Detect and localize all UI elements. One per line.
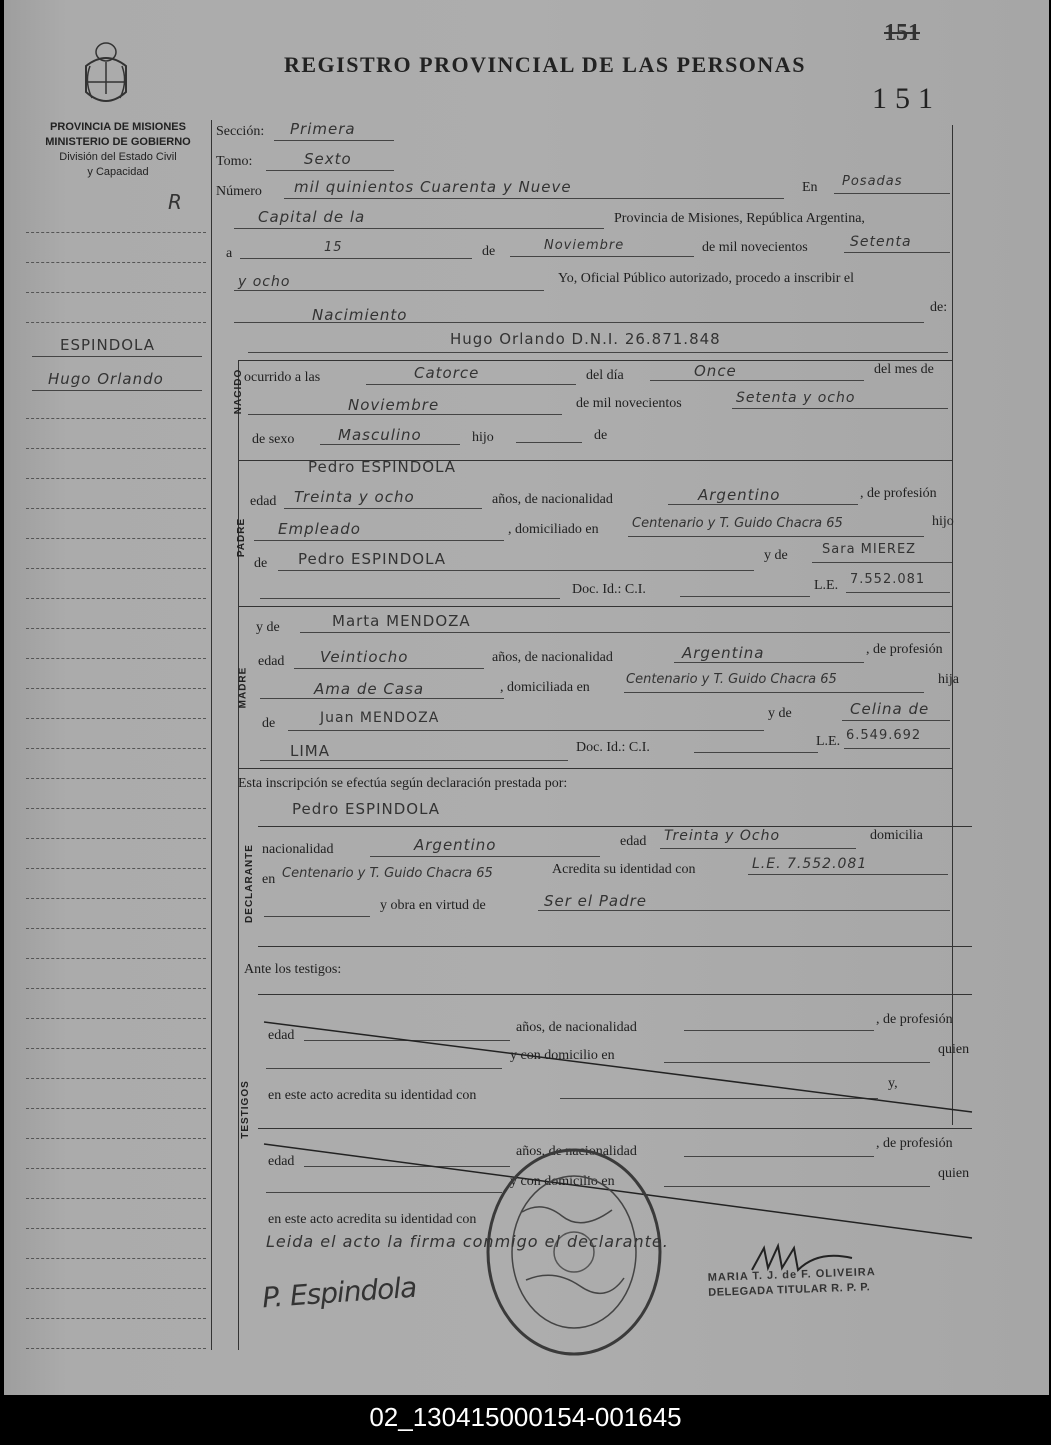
label-del-dia: del día: [586, 368, 624, 383]
label-madre-le: L.E.: [816, 734, 841, 749]
value-padre-de: Pedro ESPINDOLA: [298, 550, 447, 568]
label-t2-prof: , de profesión: [876, 1136, 953, 1151]
page-title: REGISTRO PROVINCIAL DE LAS PERSONAS: [284, 52, 806, 77]
label-del-mes: del mes de: [874, 362, 934, 377]
margin-given-names: Hugo Orlando: [48, 370, 164, 388]
value-anio-a2: y ocho: [238, 274, 291, 290]
label-ante-testigos: Ante los testigos:: [244, 962, 342, 977]
label-decl-nac: nacionalidad: [262, 842, 334, 857]
label-hijo2: hijo: [932, 514, 954, 529]
label-yo-oficial: Yo, Oficial Público autorizado, procedo a inscribir el: [558, 271, 855, 286]
value-mes-a: Noviembre: [544, 238, 625, 253]
label-madre-doc: Doc. Id.: C.I.: [576, 740, 650, 755]
value-dia: Once: [694, 362, 737, 380]
label-seccion: Sección:: [216, 124, 265, 139]
label-de-colon: de:: [930, 300, 948, 315]
label-t1-quien: quien: [938, 1042, 970, 1057]
value-seccion: Primera: [290, 120, 356, 138]
value-padre-dom: Centenario y T. Guido Chacra 65: [632, 516, 843, 531]
org-line-2: MINISTERIO DE GOBIERNO: [45, 136, 191, 148]
value-numero: mil quinientos Cuarenta y Nueve: [294, 178, 572, 196]
certificate-sheet: [4, 0, 1049, 1395]
label-padre-le: L.E.: [814, 578, 839, 593]
value-decl-edad: Treinta y Ocho: [664, 828, 781, 844]
struck-page-number: 151: [884, 20, 920, 46]
label-padre-nac: años, de nacionalidad: [492, 492, 613, 507]
value-padre-nombre: Pedro ESPINDOLA: [308, 458, 457, 476]
label-t2-edad: edad: [268, 1154, 295, 1169]
org-line-3: División del Estado Civil: [59, 151, 177, 163]
label-t1-y: y,: [888, 1076, 898, 1091]
page-number: 151: [872, 82, 941, 115]
value-padre-nac: Argentino: [698, 486, 781, 504]
value-madre-nombre: Marta MENDOZA: [332, 612, 471, 630]
label-domiciliada: , domiciliada en: [500, 680, 590, 695]
label-ocurrido: ocurrido a las: [244, 370, 321, 385]
label-t2-acredita: en este acto acredita su identidad con: [268, 1212, 477, 1227]
label-madre-prof: , de profesión: [866, 642, 943, 657]
label-domicilia: domicilia: [870, 828, 923, 843]
stamp-name: MARIA T. J. de F. OLIVEIRA: [707, 1266, 876, 1284]
value-decl-nac: Argentino: [414, 836, 497, 854]
stamp-role: DELEGADA TITULAR R. P. P.: [708, 1281, 871, 1299]
label-de-mil: de mil novecientos: [702, 240, 808, 255]
side-label-padre: PADRE: [236, 517, 248, 558]
label-decl-edad: edad: [620, 834, 647, 849]
value-hora: Catorce: [414, 364, 480, 382]
value-decl-dom: Centenario y T. Guido Chacra 65: [282, 866, 493, 881]
label-padre-y-de: y de: [764, 548, 788, 563]
value-anio-a1: Setenta: [850, 234, 912, 250]
value-lugar: Posadas: [842, 174, 903, 189]
label-t2-quien: quien: [938, 1166, 970, 1181]
label-tomo: Tomo:: [216, 154, 253, 169]
label-padre-de: de: [254, 556, 268, 571]
margin-surname: ESPINDOLA: [60, 336, 156, 354]
value-nacido-nombre: Hugo Orlando D.N.I. 26.871.848: [450, 330, 721, 348]
value-padre-le: 7.552.081: [850, 572, 926, 587]
label-madre-nac: años, de nacionalidad: [492, 650, 613, 665]
label-t1-edad: edad: [268, 1028, 295, 1043]
value-madre-nac: Argentina: [682, 644, 765, 662]
label-t1-acredita: en este acto acredita su identidad con: [268, 1088, 477, 1103]
org-line-1: PROVINCIA DE MISIONES: [50, 121, 186, 133]
label-padre-doc: Doc. Id.: C.I.: [572, 582, 646, 597]
label-obra: y obra en virtud de: [380, 898, 486, 913]
label-madre-y-de: y de: [256, 620, 280, 635]
value-capital: Capital de la: [258, 208, 366, 226]
official-stamp-block: [708, 1265, 877, 1301]
label-esta-inscripcion: Esta inscripción se efectúa según declaración prestada por:: [238, 776, 568, 791]
label-a: a: [226, 246, 233, 261]
value-mes: Noviembre: [348, 396, 440, 414]
label-padre-edad: edad: [250, 494, 277, 509]
label-de2: de: [594, 428, 608, 443]
value-decl-obra: Ser el Padre: [544, 892, 648, 910]
value-madre-prof: Ama de Casa: [314, 680, 425, 698]
org-block: [20, 120, 216, 180]
value-padre-prof: Empleado: [278, 520, 361, 538]
value-madre-y-de2: LIMA: [290, 742, 330, 760]
label-domiciliado: , domiciliado en: [508, 522, 599, 537]
label-de-mil2: de mil novecientos: [576, 396, 682, 411]
label-sexo: de sexo: [252, 432, 295, 447]
label-madre-edad: edad: [258, 654, 285, 669]
value-madre-y-de: Celina de: [850, 700, 930, 718]
footer-image-id: 02_130415000154-001645: [369, 1402, 682, 1432]
side-label-nacido: NACIDO: [233, 368, 245, 415]
label-t1-domicilio: y con domicilio en: [510, 1048, 615, 1063]
value-madre-edad: Veintiocho: [320, 648, 409, 666]
value-decl-doc: L.E. 7.552.081: [752, 856, 868, 872]
org-line-4: y Capacidad: [87, 166, 149, 178]
value-madre-de: Juan MENDOZA: [320, 710, 440, 726]
value-acto: Nacimiento: [312, 306, 408, 324]
value-decl-nombre: Pedro ESPINDOLA: [292, 800, 441, 818]
label-provincia: Provincia de Misiones, República Argentina,: [614, 211, 865, 226]
value-dia-a: 15: [324, 240, 343, 255]
label-madre-de: de: [262, 716, 276, 731]
label-hija: hija: [938, 672, 959, 687]
side-label-declarante: DECLARANTE: [243, 844, 255, 923]
label-en: En: [802, 180, 818, 195]
value-padre-y-de: Sara MIEREZ: [822, 542, 917, 557]
label-t1-anos: años, de nacionalidad: [516, 1020, 637, 1035]
label-t2-anos: años, de nacionalidad: [516, 1144, 637, 1159]
label-hijo: hijo: [472, 430, 494, 445]
label-acredita: Acredita su identidad con: [552, 862, 696, 877]
side-label-madre: MADRE: [237, 666, 249, 709]
value-cierre: Leida el acto la firma conmigo el declarante.: [266, 1232, 669, 1251]
coat-of-arms-icon: [82, 36, 130, 119]
value-anio: Setenta y ocho: [736, 390, 856, 406]
label-t1-prof: , de profesión: [876, 1012, 953, 1027]
label-padre-prof: , de profesión: [860, 486, 937, 501]
value-sexo: Masculino: [338, 426, 422, 444]
label-t2-domicilio: y con domicilio en: [510, 1174, 615, 1189]
label-decl-en: en: [262, 872, 276, 887]
initial-mark: R: [168, 190, 183, 214]
value-madre-le: 6.549.692: [846, 728, 922, 743]
label-de: de: [482, 244, 496, 259]
value-tomo: Sexto: [304, 150, 352, 168]
label-madre-y-de2: y de: [768, 706, 792, 721]
label-numero: Número: [216, 184, 262, 199]
signature-declarante: P. Espindola: [261, 1270, 418, 1315]
side-label-testigos: TESTIGOS: [239, 1080, 251, 1139]
value-padre-edad: Treinta y ocho: [294, 488, 415, 506]
value-madre-dom: Centenario y T. Guido Chacra 65: [626, 672, 837, 687]
